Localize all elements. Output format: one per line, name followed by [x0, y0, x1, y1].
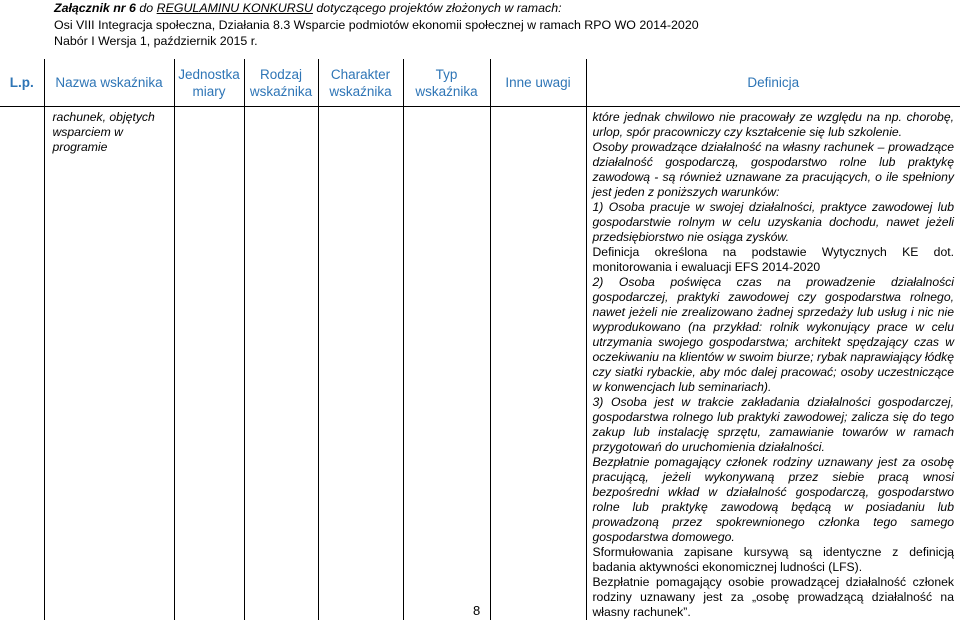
indicator-name: rachunek, objętych wsparciem w programie: [45, 107, 174, 155]
cell-unit: [174, 107, 244, 620]
header-line-1-rest: dotyczącego projektów złożonych w ramach:: [313, 1, 562, 15]
header-line-1: [54, 0, 699, 17]
definition-paragraph: Sformułowania zapisane kursywą są identyczne z definicją badania aktywności ekonomicznej ludności (LFS).: [593, 545, 955, 575]
cell-notes: [490, 107, 586, 620]
definition-paragraph: które jednak chwilowo nie pracowały ze względu na np. chorobę, urlop, spór pracowniczy czy kształcenie się lub szkolenie.: [593, 110, 955, 140]
col-header-unit: Jednostka miary: [174, 59, 244, 107]
cell-name: [44, 107, 174, 620]
definition-paragraph: 1) Osoba pracuje w swojej działalności, praktyce zawodowej lub gospodarstwie rolnym w celu uzyskania dochodu, nawet jeżeli przedsiębiorstwo nie osiąga zysków.: [593, 200, 955, 245]
header-line-2: Osi VIII Integracja społeczna, Działania 8.3 Wsparcie podmiotów ekonomii społecznej w ramach RPO WO 2014-2020: [54, 17, 699, 34]
col-header-definition: Definicja: [586, 59, 960, 107]
cell-lp: [0, 107, 44, 620]
regulation-link[interactable]: REGULAMINU KONKURSU: [157, 1, 313, 15]
definition-paragraph: Bezpłatnie pomagający osobie prowadzącej działalność członek rodziny uznawany jest za „osobę prowadzącą działalność na własny rachunek”.: [593, 575, 955, 620]
col-header-character: Charakter wskaźnika: [318, 59, 403, 107]
definition-paragraph: 2) Osoba poświęca czas na prowadzenie działalności gospodarczej, praktyki zawodowej czy gospodarstwa rolnego, nawet jeżeli nie zrealizowano żadnej sprzedaży lub usług i nic nie wyprodukowano (na przykład: rolnik wykonujący prace w celu utrzymania swojego gospodarstwa; architekt spędzający czas w oczekiwaniu na klientów w swoim biurze; rybak naprawiający łódkę czy siatki rybackie, aby móc dalej pracować; osoby uczestniczące w konwencjach lub seminariach).: [593, 275, 955, 395]
header-line-3: Nabór I Wersja 1, październik 2015 r.: [54, 33, 699, 50]
cell-type: [403, 107, 490, 620]
col-header-lp: L.p.: [0, 59, 44, 107]
cell-definition: [586, 107, 960, 620]
page-number: 8: [473, 603, 480, 618]
definition-paragraph: 3) Osoba jest w trakcie zakładania działalności gospodarczej, gospodarstwa rolnego lub praktyki zawodowej; zalicza się do tego zakup lub instalację sprzętu, zamawianie towarów w ramach przygotowań do uruchomienia działalności.: [593, 395, 955, 455]
attachment-label: Załącznik nr 6: [54, 1, 136, 15]
definition-paragraph: Osoby prowadzące działalność na własny rachunek – prowadzące działalność gospodarczą, gospodarstwo rolne lub praktykę zawodową - są również uznawane za pracujących, o ile spełniony jest jeden z poniższych warunków:: [593, 140, 955, 200]
document-header: [54, 0, 699, 50]
col-header-name: Nazwa wskaźnika: [44, 59, 174, 107]
definition-text: [587, 107, 960, 620]
indicator-table: [0, 59, 960, 620]
col-header-notes: Inne uwagi: [490, 59, 586, 107]
definition-paragraph: Definicja określona na podstawie Wytycznych KE dot. monitorowania i ewaluacji EFS 2014-2020: [593, 245, 955, 275]
table-header-row: [0, 59, 960, 107]
cell-kind: [244, 107, 318, 620]
definition-paragraph: Bezpłatnie pomagający członek rodziny uznawany jest za osobę pracującą, jeżeli wykonywaną przez siebie pracą wnosi bezpośredni wkład w działalność gospodarczą, gospodarstwo rolne lub praktykę zawodową będącą w posiadaniu lub prowadzoną przez spokrewnionego członka tego samego gospodarstwa domowego.: [593, 455, 955, 545]
col-header-type: Typ wskaźnika: [403, 59, 490, 107]
table-row: [0, 107, 960, 620]
col-header-kind: Rodzaj wskaźnika: [244, 59, 318, 107]
header-connector: do: [136, 1, 157, 15]
cell-character: [318, 107, 403, 620]
